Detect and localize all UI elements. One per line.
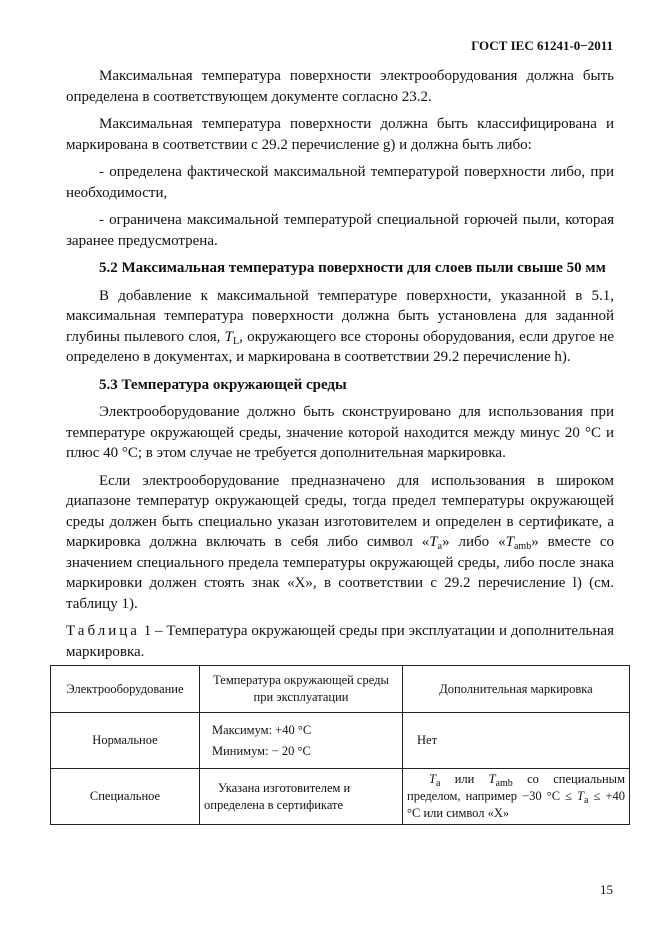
paragraph: - определена фактической максимальной температурой поверхности либо, при необходимости, bbox=[66, 164, 614, 201]
table-cell: $T_a$ или $T_{amb}$ со специальным пределом, например −30 $^\circ С \le T_a \le +40$ °С или символ «Х» bbox=[403, 769, 630, 825]
ambient-temperature-table bbox=[50, 665, 630, 825]
table-row bbox=[51, 713, 630, 769]
column-header: Дополнительная маркировка bbox=[403, 666, 630, 713]
paragraph: Если электрооборудование предназначено для использования в широком диапазоне температур окружающей среды, тогда предел температуры окружающей среды должен быть специально указан изготовителем и определен в сертификате, а маркировка должна включать в себя либо символ «$T_a$» либо «$T_{amb}$» вместе со значением специального предела температуры окружающей среды, либо после знака маркировки должен стоять знак «Х», в соответствии с 29.2 перечисление l) (см. таблицу 1). bbox=[66, 472, 614, 612]
table-row bbox=[51, 769, 630, 825]
document-header: ГОСТ IEC 61241-0−2011 bbox=[471, 38, 613, 53]
paragraph: - ограничена максимальной температурой специальной горючей пыли, которая заранее предусмотрена. bbox=[66, 212, 614, 249]
paragraph: В добавление к максимальной температуре поверхности, указанной в 5.1, максимальная температура поверхности должна быть установлена для заданной глубины пылевого слоя, $T_L$, окружающего все стороны оборудования, если другое не определено в документах, и маркирована в соответствии 29.2 перечисление h). bbox=[66, 287, 614, 365]
table-cell: Специальное bbox=[51, 769, 200, 825]
section-heading-5-3: 5.3 Температура окружающей среды bbox=[99, 376, 347, 393]
table-cell: Указана изготовителем и определена в сертификате bbox=[200, 769, 403, 825]
paragraph: Максимальная температура поверхности должна быть классифицирована и маркирована в соответствии с 29.2 перечисление g) и должна быть либо: bbox=[66, 116, 614, 153]
table-header-row bbox=[51, 666, 630, 713]
page-number: 15 bbox=[600, 882, 613, 897]
table-cell: Нет bbox=[403, 713, 630, 769]
page-body bbox=[66, 66, 614, 669]
table-caption: Таблица 1 – Температура окружающей среды при эксплуатации и дополнительная маркировка. bbox=[66, 623, 614, 660]
section-heading-5-2: 5.2 Максимальная температура поверхности для слоев пыли свыше 50 мм bbox=[99, 260, 606, 276]
table-cell: Нормальное bbox=[51, 713, 200, 769]
column-header: Электрооборудование bbox=[51, 666, 200, 713]
table-cell: Максимум: +40 °С Минимум: − 20 °С bbox=[200, 713, 403, 769]
paragraph: Электрооборудование должно быть сконструировано для использования при температуре окружающей среды, значение которой находится между минус 20 °С и плюс 40 °С; в этом случае не требуется дополнительная маркировка. bbox=[66, 404, 614, 461]
paragraph: Максимальная температура поверхности электрооборудования должна быть определена в соответствующем документе согласно 23.2. bbox=[66, 68, 614, 105]
column-header: Температура окружающей среды при эксплуатации bbox=[200, 666, 403, 713]
